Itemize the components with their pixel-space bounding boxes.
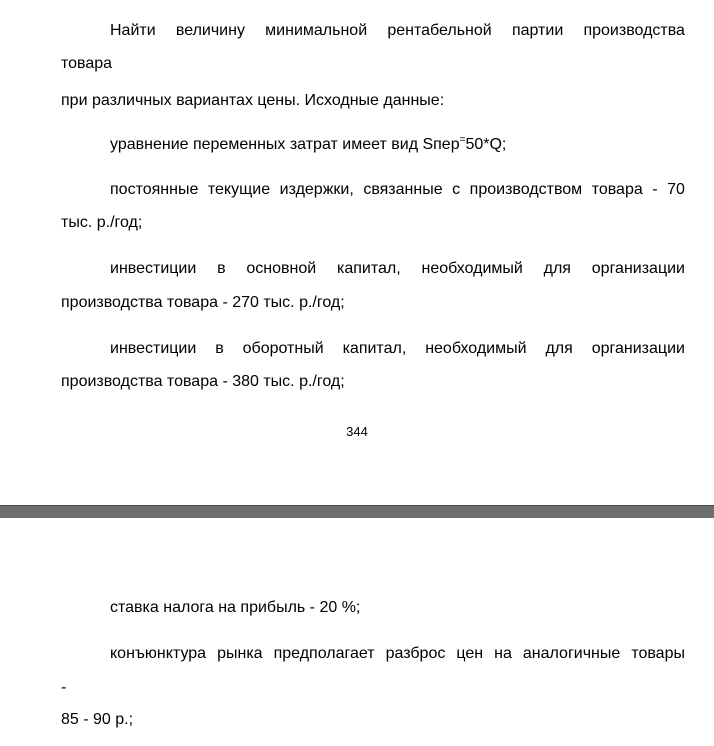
word: инвестиции: [110, 340, 197, 357]
word: в: [217, 260, 226, 277]
word: в: [215, 340, 224, 357]
word: основной: [246, 260, 317, 277]
word: необходимый: [421, 260, 523, 277]
word: аналогичные: [522, 645, 621, 662]
word: производства: [583, 22, 685, 39]
paragraph-working-investment-line-1: [110, 339, 685, 359]
word: для: [545, 340, 573, 357]
paragraph-fixed-investment-line-2: производства товара - 270 тыс. р./год;: [61, 294, 345, 311]
paragraph-line-1: [110, 21, 685, 41]
word: партии: [511, 22, 564, 39]
document-page-next: [0, 518, 714, 746]
word: необходимый: [425, 340, 527, 357]
paragraph-market-line-3: 85 - 90 р.;: [61, 711, 134, 728]
word: капитал,: [342, 340, 407, 357]
word: организации: [591, 340, 685, 357]
word: товары: [631, 645, 685, 662]
word: организации: [591, 260, 685, 277]
word: оборотный: [242, 340, 324, 357]
word: капитал,: [337, 260, 401, 277]
paragraph-market-line-2: -: [61, 679, 67, 696]
word: -: [652, 181, 658, 198]
word: Найти: [110, 22, 156, 39]
word: рынка: [217, 645, 263, 662]
word: 70: [667, 181, 685, 198]
word: с: [452, 181, 461, 198]
paragraph-tax-rate: ставка налога на прибыль - 20 %;: [110, 599, 361, 616]
word: для: [543, 260, 571, 277]
paragraph-fixed-investment-line-1: [110, 259, 685, 279]
word: на: [494, 645, 512, 662]
paragraph-market-line-1: [110, 644, 685, 664]
paragraph-variable-costs: [110, 135, 506, 155]
word: инвестиции: [110, 260, 197, 277]
paragraph-fixed-costs-line-2: тыс. р./год;: [61, 214, 143, 231]
word: рентабельной: [387, 22, 492, 39]
word: товара: [591, 181, 643, 198]
word: издержки,: [279, 181, 354, 198]
word: текущие: [207, 181, 271, 198]
paragraph-working-investment-line-2: производства товара - 380 тыс. р./год;: [61, 373, 345, 390]
word: связанные: [363, 181, 443, 198]
paragraph-fixed-costs-line-1: [110, 180, 685, 200]
word: разброс: [385, 645, 446, 662]
variable-costs-formula: 50*Q;: [465, 136, 507, 153]
equals-superscript: =: [459, 134, 466, 146]
word: величину: [175, 22, 245, 39]
word: конъюнктура: [110, 645, 207, 662]
page-separator: [0, 505, 714, 518]
page-number: 344: [346, 424, 368, 439]
word: предполагает: [273, 645, 375, 662]
word: производством: [469, 181, 583, 198]
paragraph-line-2: товара: [61, 55, 113, 72]
variable-costs-text: уравнение переменных затрат имеет вид Sпер: [110, 136, 460, 153]
word: цен: [456, 645, 484, 662]
word: постоянные: [110, 181, 199, 198]
paragraph-line-3: при различных вариантах цены. Исходные данные:: [61, 92, 445, 109]
word: минимальной: [265, 22, 368, 39]
